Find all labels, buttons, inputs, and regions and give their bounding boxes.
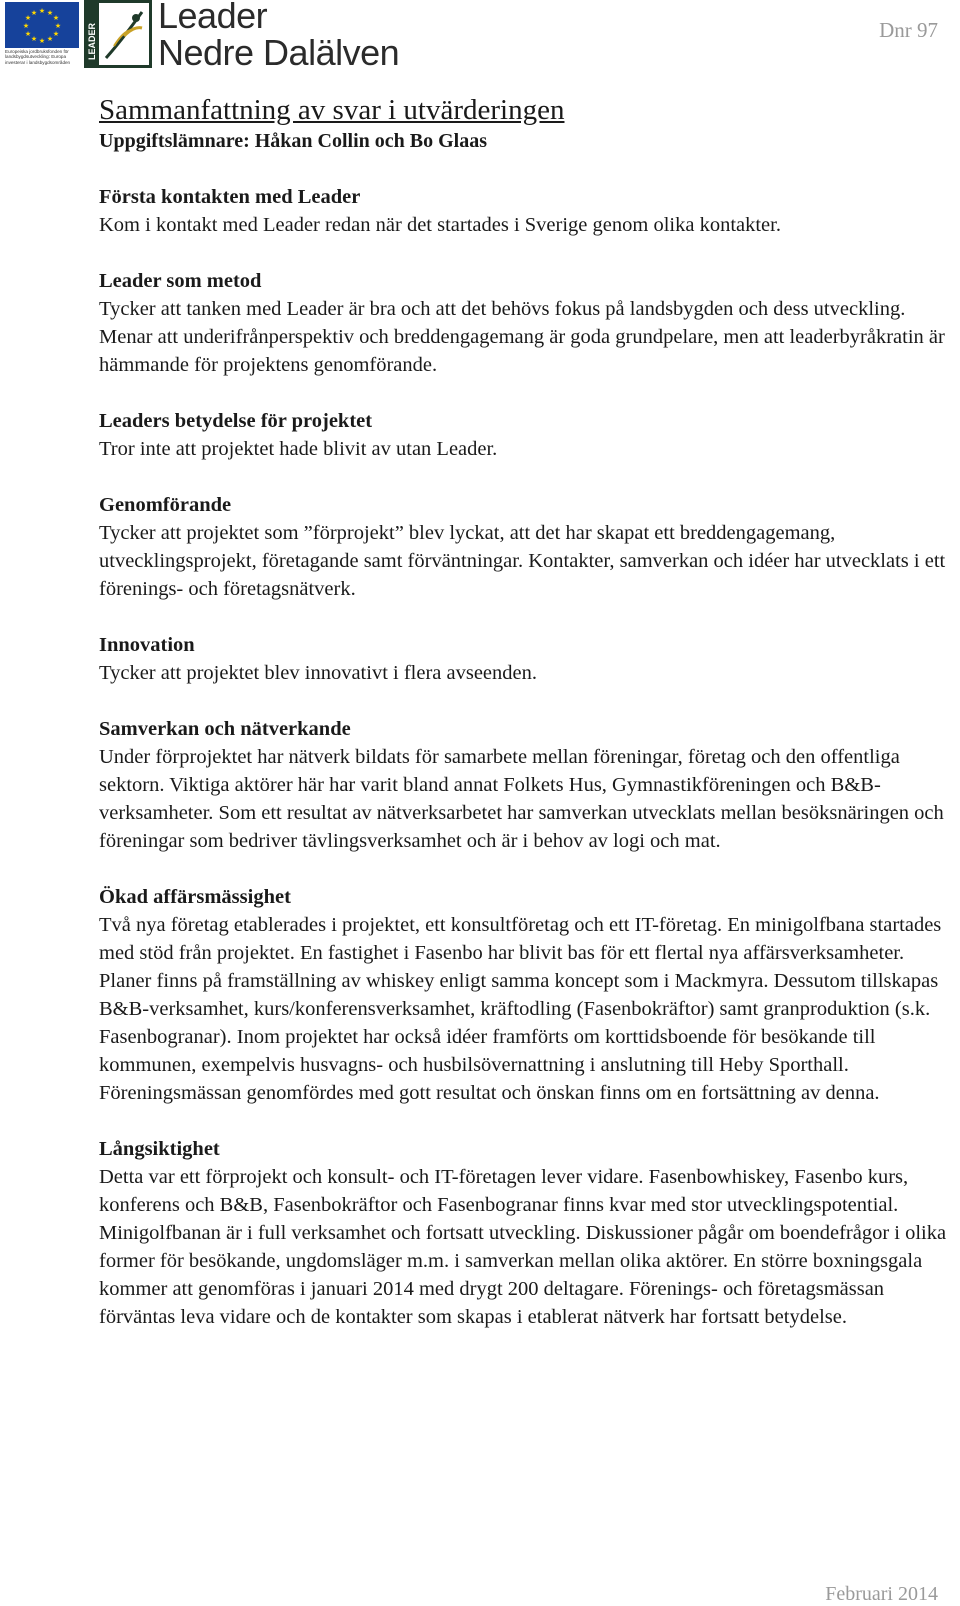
section-heading: Genomförande bbox=[99, 494, 232, 516]
section-heading: Innovation bbox=[99, 634, 195, 656]
section-heading: Leader som metod bbox=[99, 270, 262, 292]
section-body: Kom i kontakt med Leader redan när det startades i Sverige genom olika kontakter. bbox=[99, 214, 781, 236]
svg-text:★: ★ bbox=[38, 7, 46, 15]
brand-line-1: Leader bbox=[158, 0, 268, 36]
section-body: Tycker att projektet blev innovativt i flera avseenden. bbox=[99, 662, 538, 684]
svg-text:★: ★ bbox=[46, 35, 54, 43]
section-body: Tror inte att projektet hade blivit av utan Leader. bbox=[99, 438, 498, 460]
leader-badge-text: LEADER bbox=[87, 22, 97, 60]
document-number: Dnr 97 bbox=[879, 18, 938, 42]
respondents-line: Uppgiftslämnare: Håkan Collin och Bo Glaas bbox=[99, 130, 488, 152]
leader-logo-icon bbox=[84, 0, 152, 68]
section-body: Tycker att tanken med Leader är bra och att det behövs fokus på landsbygden och dess utveckling. Menar att underifrånperspektiv och breddengagemang är goda grundpelare, men att leaderbyråkratin är hämmande för projektens genomförande. bbox=[99, 298, 945, 376]
section-leader-significance bbox=[99, 407, 949, 463]
brand-wordmark bbox=[158, 0, 399, 71]
svg-text:★: ★ bbox=[24, 30, 32, 38]
section-heading: Första kontakten med Leader bbox=[99, 186, 361, 208]
section-heading: Ökad affärsmässighet bbox=[99, 886, 291, 908]
svg-text:★: ★ bbox=[54, 22, 62, 30]
section-heading: Samverkan och nätverkande bbox=[99, 718, 351, 740]
section-implementation bbox=[99, 491, 949, 603]
section-body: Under förprojektet har nätverk bildats för samarbete mellan föreningar, företag och den offentliga sektorn. Viktiga aktörer här har varit bland annat Folkets Hus, Gymnastikföreningen och B&B-verksamheter. Som ett resultat av nätverksarbetet har samverkan utvecklats mellan besöksnäringen och föreningar som bedriver tävlingsverksamhet och är i behov av logi och mat. bbox=[99, 746, 944, 852]
svg-text:★: ★ bbox=[52, 30, 60, 38]
document-body bbox=[99, 93, 949, 1359]
section-heading: Leaders betydelse för projektet bbox=[99, 410, 373, 432]
section-long-term bbox=[99, 1135, 949, 1331]
section-innovation bbox=[99, 631, 949, 687]
section-leader-method bbox=[99, 267, 949, 379]
section-heading: Långsiktighet bbox=[99, 1138, 220, 1160]
section-body: Två nya företag etablerades i projektet, ett konsultföretag och ett IT-företag. En minigolfbana startades med stöd från projektet. En fastighet i Fasenbo har blivit bas för ett flertal nya affärsverksamheter. Planer finns på framställning av whiskey enligt samma koncept som i Mackmyra. Dessutom tillskapas B&B-verksamhet, kurs/konferensverksamhet, kräftodling (Fasenbokräftor) samt granproduktion (s.k. Fasenbogranar). Inom projektet har också idéer framförts om korttidsboende för besökande till kommunen, exempelvis husvagns- och husbilsövernattning i anslutning till Heby Sporthall. Föreningsmässan genomfördes med gott resultat och önskan finns om en fortsättning av denna. bbox=[99, 914, 942, 1104]
section-collaboration bbox=[99, 715, 949, 855]
section-business bbox=[99, 883, 949, 1107]
section-body: Detta var ett förprojekt och konsult- och IT-företagen lever vidare. Fasenbowhiskey, Fasenbo kurs, konferens och B&B, Fasenbokräftor och Fasenbogranar finns kvar med stor utvecklingspotential. Minigolfbanan är i full verksamhet och fortsatt utveckling. Diskussioner pågår om boendefrågor i olika former för besökande, ungdomsläger m.m. i samverkan mellan olika aktörer. En större boxningsgala kommer att genomföras i januari 2014 med drygt 200 deltagare. Förenings- och företagsmässan förväntas leva vidare och de kontakter som skapas i etablerat nätverk har fortsatt betydelse. bbox=[99, 1166, 947, 1328]
svg-text:★: ★ bbox=[22, 22, 30, 30]
document-title: Sammanfattning av svar i utvärderingen bbox=[99, 94, 565, 126]
section-first-contact bbox=[99, 183, 949, 239]
svg-text:★: ★ bbox=[24, 14, 32, 22]
eu-caption: Europeiska jordbruksfonden för landsbygdsutveckling: Europa investerar i landsbygdsområden bbox=[5, 49, 71, 65]
svg-text:★: ★ bbox=[30, 35, 38, 43]
svg-text:★: ★ bbox=[52, 14, 60, 22]
footer-date: Februari 2014 bbox=[825, 1583, 938, 1605]
brand-line-2: Nedre Dalälven bbox=[158, 32, 400, 73]
eu-flag-icon bbox=[5, 2, 79, 48]
section-body: Tycker att projektet som ”förprojekt” blev lyckat, att det har skapat ett breddengagemang, utvecklingsprojekt, företagande samt förväntningar. Kontakter, samverkan och idéer har utvecklats i ett förenings- och företagsnätverk. bbox=[99, 522, 946, 600]
page-header bbox=[0, 0, 960, 80]
svg-text:★: ★ bbox=[30, 9, 38, 17]
svg-text:★: ★ bbox=[46, 9, 54, 17]
svg-text:★: ★ bbox=[38, 37, 46, 45]
